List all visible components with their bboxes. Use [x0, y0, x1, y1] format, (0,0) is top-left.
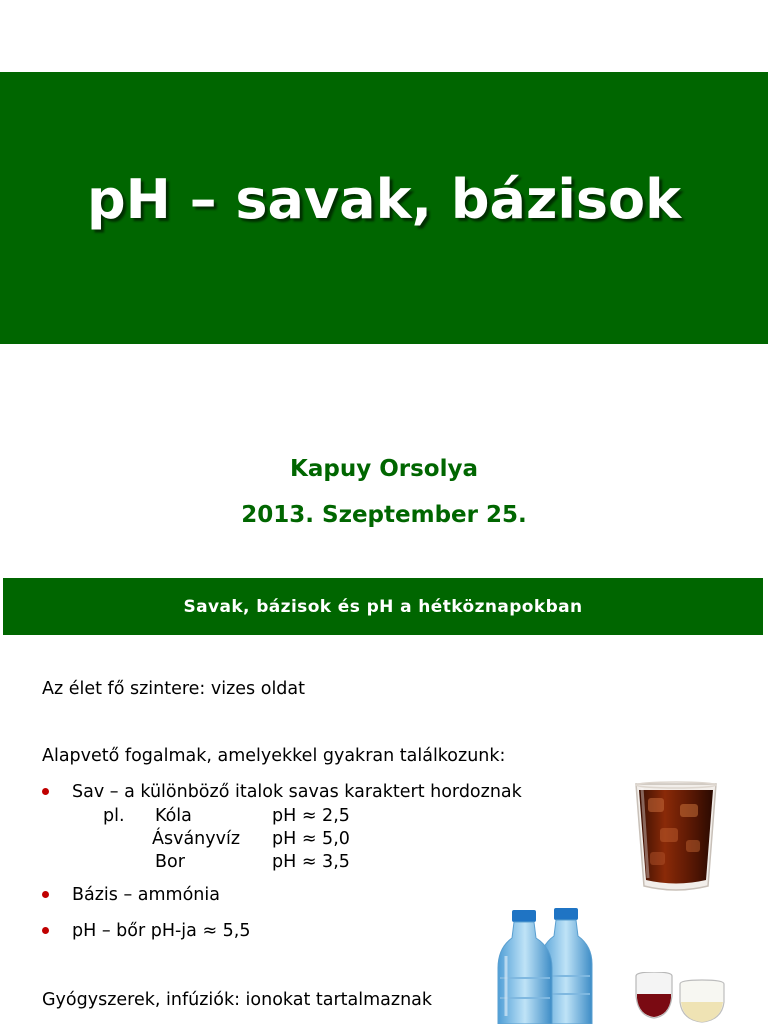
bullet-acid: Sav – a különböző italok savas karaktert hordoznak [72, 782, 522, 802]
bullet-base: Bázis – ammónia [72, 885, 220, 905]
bullet-icon [42, 927, 49, 934]
bullet-icon [42, 891, 49, 898]
intro-text: Az élet fő szintere: vizes oldat [42, 679, 306, 699]
example-name: Kóla [155, 806, 192, 826]
example-name: Bor [155, 852, 185, 872]
bullet-ph: pH – bőr pH-ja ≈ 5,5 [72, 921, 251, 941]
lead-text: Alapvető fogalmak, amelyekkel gyakran találkozunk: [42, 746, 506, 766]
presentation-date: 2013. Szeptember 25. [241, 502, 527, 528]
slide-title: pH – savak, bázisok [86, 168, 682, 231]
footer-text: Gyógyszerek, infúziók: ionokat tartalmaznak [42, 990, 433, 1010]
cola-glass-icon [628, 778, 724, 896]
example-ph: pH ≈ 5,0 [272, 829, 350, 849]
author-name: Kapuy Orsolya [290, 456, 478, 482]
example-name: Ásványvíz [152, 829, 241, 849]
example-ph: pH ≈ 3,5 [272, 852, 350, 872]
bullet-icon [42, 788, 49, 795]
water-bottles-icon [494, 906, 602, 1024]
section-header-title: Savak, bázisok és pH a hétköznapokban [183, 597, 583, 617]
wine-glasses-icon [632, 972, 732, 1024]
example-ph: pH ≈ 2,5 [272, 806, 350, 826]
example-prefix: pl. [103, 806, 125, 826]
